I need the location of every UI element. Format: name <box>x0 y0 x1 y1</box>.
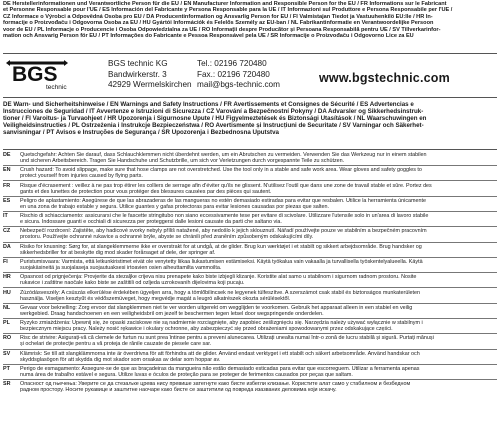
warning-text <box>20 213 497 225</box>
divider <box>3 303 497 304</box>
warning-text <box>20 167 497 179</box>
heading-line: Instrucciones de Seguridad / IT Avvertenze e Istruzioni di Sicurezza / CZ Varování a Bezpečnostní Pokyny / DA Advarsler og Sikkerhedsinstruk- <box>3 108 424 115</box>
fax-number: Fax.: 02196 720480 <box>197 69 270 79</box>
warning-text-line: Gevaar voor beknelling: Zorg ervoor dat slangklemmen niet te ver worden uitgerekt om wegglijden te voorkomen. Gebruik het apparaat alleen in een stabiel en veilig <box>20 304 413 311</box>
warning-text-line: prostoru. Používejte ochranné rukavice a ochranné brýle, abyste se chránili před zraněním způsobeným odskakujícími díly. <box>20 234 314 241</box>
warning-text-line: Rischio di schiacciamento: assicurarsi che le fascette stringitubo non siano eccessivamente tese per evitare di scivolare. Utilizzare l'utensile solo in un'area di lavoro stabile <box>20 213 429 220</box>
language-code: CZ <box>3 228 11 235</box>
language-entry <box>3 198 497 210</box>
warning-text-line: bezpiecznym miejscu pracy. Należy nosić rękawice i okulary ochronne, aby zabezpieczyć się przed obrażeniami spowodowanymi przez odskakujące części. <box>20 326 393 333</box>
divider <box>3 165 497 166</box>
warning-text <box>20 259 497 271</box>
warning-text <box>20 320 497 332</box>
warning-text <box>20 274 497 286</box>
language-code: RO <box>3 335 12 342</box>
language-code: NL <box>3 304 11 311</box>
warning-text-line: радном простору. Носите рукавице и заштитне наочаре како бисте се заштитили од повреда изазваних деловима који искачу. <box>20 387 337 394</box>
divider <box>3 333 497 334</box>
warning-text-line: Klämrisk: Se till att slangklämmorna inte är överdrivna för att förhindra att de glider. Använd endast verktyget i ett stabilt och säkert arbetsområde. Använd handskar och <box>20 350 420 357</box>
company-city: 42929 Wermelskirchen <box>108 80 192 89</box>
safety-section-heading <box>3 101 497 136</box>
warning-text-line: Puristumisvaara: Varmista, että letkunkiristimet eivät ole venytetty liikaa liukastumisen estämiseksi. Käytä työkalua vain vakaalla ja turvallisella työskentelyalueella. Käytä <box>20 258 423 265</box>
language-code: HR <box>3 274 11 281</box>
heading-line: voor de EU / PL Informacje o Producencie i Osoba Odpowiedzialna za UE / RO Informații despre Producător și Persoana Responsabilă pentru UE / SV Tillverkarinfor- <box>3 26 441 33</box>
warning-text-line: Risque d'écrasement : veillez à ne pas trop étirer les colliers de serrage afin d'éviter qu'ils ne glissent. N'utilisez l'outil que dans une zone de travail stable et sûre. Portez des <box>20 182 432 189</box>
warning-text <box>20 335 497 347</box>
warning-text-line: numa área de trabalho estável e segura. Utilize luvas e óculos de proteção para se proteger de ferimentos causados por peças que saltam. <box>20 371 353 378</box>
warning-text-line: Ryzyko zmiażdżenia: Upewnij się, że opaski zaciskowe nie są nadmiernie rozciągnięte, aby zapobiec ześlizgnięciu się. Narzędzia należy używać wyłącznie w stabilnym i <box>20 320 423 327</box>
divider <box>3 379 497 380</box>
warning-text <box>20 152 497 164</box>
language-entry <box>3 320 497 332</box>
company-contact <box>197 59 280 91</box>
warning-text-line: sikkerhedsbriller for at beskytte dig mod skader forårsaget af dele, der springer af. <box>20 249 216 256</box>
warning-text-line: Nebezpečí rozdrcení: Zajistěte, aby hadicové svorky nebyly příliš natažené, aby nedošlo k jejich sklouznutí. Nářadí používejte pouze ve stabilním a bezpečném pracovním <box>20 228 427 235</box>
language-code: IT <box>3 213 8 220</box>
language-entry <box>3 167 497 179</box>
divider <box>3 149 497 150</box>
language-code: PT <box>3 365 10 372</box>
language-code: PL <box>3 320 10 327</box>
divider <box>3 349 497 350</box>
company-street: Bandwirkerstr. 3 <box>108 69 167 79</box>
language-entry <box>3 152 497 164</box>
warning-text-line: Opasnost od prignječenja: Provjerite da stezaljke crijeva nisu prenapete kako biste izbjegli klizanje. Koristite alat samo u stabilnom i sigurnom radnom prostoru. Nosite <box>20 274 417 281</box>
language-code: DA <box>3 243 11 250</box>
warning-text-line: e sicura. Indossare guanti e occhiali di sicurezza per proteggersi dalle lesioni causate da parti che saltano via. <box>20 219 282 226</box>
company-address <box>108 59 192 91</box>
language-code: EN <box>3 167 11 174</box>
divider <box>3 196 497 197</box>
warning-text-line: Опасност од гњечења: Уверите се да стезаљке црева нису превише затегнуте како бисте избегли клизање. Користите алат само у стабилном и безбедном <box>20 381 411 388</box>
language-entry <box>3 366 497 378</box>
heading-line: tioner / FI Varoitus- ja Turvaohjeet / HR Upozorenja i Sigurnosne Upute / HU Figyelmeztetések és Biztonsági Utasítások / NL Waarschuwingen en <box>3 115 427 122</box>
warning-text-line: Zúzódásveszély: A csúszás elkerülése érdekében ügyeljen arra, hogy a tömlőbilincsek ne legyenek túlfeszítve. A szerszámot csak stabil és biztonságos munkaterületen <box>20 289 421 296</box>
heading-line: formacije o Proizvođaču i Odgovorna Osoba za EU / HU Gyártói Információk és Felelős Személy az EU-ban / NL Fabrikantinformatie en Verantwoordelijke Persoon <box>3 20 434 27</box>
language-code: SV <box>3 350 11 357</box>
warning-text-line: protect yourself from injuries caused by flying parts. <box>20 173 143 180</box>
warning-text-line: rukavice i zaštitne naočale kako biste se zaštitili od ozljeda uzrokovanih dijelovima koji pucaju. <box>20 280 245 287</box>
divider <box>3 318 497 319</box>
language-code: FR <box>3 182 11 189</box>
email-address[interactable]: mail@bgs-technic.com <box>197 80 280 89</box>
warning-text-line: skyddsglasögon för att skydda dig mot skador som orsakas av delar som hoppar av. <box>20 356 221 363</box>
language-code: ES <box>3 197 11 204</box>
warning-text-line: und sicheren Arbeitsbereich. Tragen Sie Handschuhe und Schutzbrille, um sich vor Verletzungen durch vorgespannte Teile zu schützen. <box>20 158 345 165</box>
language-code: DE <box>3 152 11 158</box>
divider <box>3 242 497 243</box>
warning-text-line: werkgebied. Draag handschoenen en een veiligheidsbril om jezelf te beschermen tegen letsel door wegspringende onderdelen. <box>20 310 324 317</box>
warning-text <box>20 305 497 317</box>
warning-text <box>20 198 497 210</box>
warning-text <box>20 228 497 240</box>
language-code: HU <box>3 289 11 296</box>
language-entry <box>3 259 497 271</box>
divider <box>3 272 497 273</box>
heading-line: Veiligheidsinstructies / PL Ostrzeżenia i Instrukcje Bezpieczeństwa / RO Avertismente și Instrucțiuni de Securitate / SV Varningar och Säkerhet- <box>3 122 424 129</box>
warning-text <box>20 183 497 195</box>
language-entry <box>3 351 497 363</box>
website-link[interactable]: www.bgstechnic.com <box>319 71 450 85</box>
language-entry <box>3 244 497 256</box>
language-entry <box>3 305 497 317</box>
warning-text <box>20 366 497 378</box>
warning-text-line: Perigo de esmagamento: Assegure-se de que as braçadeiras da mangueira não estão demasiado esticadas para evitar que escorreguem. Utilizar a ferramenta apenas <box>20 365 420 372</box>
divider <box>3 97 497 98</box>
warning-text <box>20 244 497 256</box>
manufacturer-info-heading <box>3 1 497 39</box>
bgs-logo <box>6 56 72 90</box>
divider <box>3 257 497 258</box>
warning-text <box>20 351 497 363</box>
company-name: BGS technic KG <box>108 59 168 68</box>
logo-subtext: technic <box>46 84 67 90</box>
safety-entries-list <box>3 152 497 393</box>
manufacturer-contact-row <box>0 54 500 94</box>
heading-line: et Personne Responsable pour l'UE / ES Información del Fabricante y Persona Responsable para la UE / IT Informazioni sul Produttore e Persona Responsabile per l'UE / <box>3 7 453 14</box>
language-entry <box>3 274 497 286</box>
divider <box>3 226 497 227</box>
warning-text-line: Risc de strivire: Asigurați-vă că clemele de furtun nu sunt prea întinse pentru a preveni alunecarea. Utilizați unealta numai într-o zonă de lucru stabilă și sigură. Purtați mănuși <box>20 335 434 342</box>
heading-line: mation och Ansvarig Person för EU / PT Informações do Fabricante e Pessoa Responsável pela UE / SR Informacije o Proizvođaču i Odgovorno Lice za EU <box>3 33 414 40</box>
warning-text-line: și ochelari de protecție pentru a vă proteja de rănile cauzate de piesele care sar. <box>20 341 212 348</box>
warning-text-line: Crush hazard: To avoid slippage, make sure that hose clamps are not overstretched. Use the tool only in a stable and safe work area. Wear gloves and safety goggles to <box>20 167 422 174</box>
language-entry <box>3 335 497 347</box>
warning-text <box>20 290 497 302</box>
phone-number: Tel.: 02196 720480 <box>197 59 267 68</box>
divider <box>3 211 497 212</box>
language-entry <box>3 381 497 393</box>
heading-line: DE Warn- und Sicherheitshinweise / EN Warnings and Safety Instructions / FR Avertissements et Consignes de Sécurité / ES Advertencias e <box>3 101 414 108</box>
language-code: SR <box>3 381 11 388</box>
heading-line: CZ Informace o Výrobci a Odpovědná Osoba pro EU / DA Producentinformation og Ansvarlig Person for EU / FI Valmistajan Tiedot ja Vastuuhenkilö EU:lle / HR In- <box>3 13 433 20</box>
divider <box>3 364 497 365</box>
warning-text-line: Risiko for knusning: Sørg for, at slangeklemmerne ikke er overstrakt for at undgå, at de glider. Brug kun værktøjet i et stabilt og sikkert arbejdsområde. Brug handsker og <box>20 243 422 250</box>
warning-text-line: használja. Viseljen kesztyűt és védőszemüveget, hogy megvédje magát a leugró alkatrészek okozta sérülésektől. <box>20 295 291 302</box>
language-entry <box>3 290 497 302</box>
warning-text-line: Quetschgefahr: Achten Sie darauf, dass Schlauchklemmen nicht überdehnt werden, um ein Abrutschen zu vermeiden. Verwenden Sie das Werkzeug nur in einem stabilen <box>20 152 427 158</box>
divider <box>3 180 497 181</box>
warning-text-line: gants et des lunettes de protection pour vous protéger des blessures causées par des pièces qui sautent. <box>20 188 272 195</box>
language-entry <box>3 228 497 240</box>
language-entry <box>3 213 497 225</box>
warning-text-line: suojakäsineitä ja suojalaseja suojautuaksesi irtoavien osien aiheuttamilta vammoilta. <box>20 265 222 272</box>
heading-line: DE Herstellerinformationen und Verantwortliche Person für die EU / EN Manufacturer Information and Responsible Person for the EU / FR Informations sur le Fabricant <box>3 1 447 7</box>
heading-line: sanvisningar / PT Avisos e Instruções de Segurança / SR Upozorenja i Bezbednosna Uputstva <box>3 129 279 136</box>
language-code: FI <box>3 258 8 265</box>
logo-text: BGS <box>12 63 58 86</box>
divider <box>3 287 497 288</box>
warning-text-line: en una zona de trabajo estable y segura. Utilice guantes y gafas protectoras para evitar lesiones causadas por piezas que salten. <box>20 203 329 210</box>
warning-text-line: Peligro de aplastamiento: Asegúrese de que las abrazaderas de las mangueras no estén demasiado estiradas para evitar que resbalen. Utilice la herramienta únicamente <box>20 197 427 204</box>
warning-text <box>20 381 497 393</box>
language-entry <box>3 183 497 195</box>
